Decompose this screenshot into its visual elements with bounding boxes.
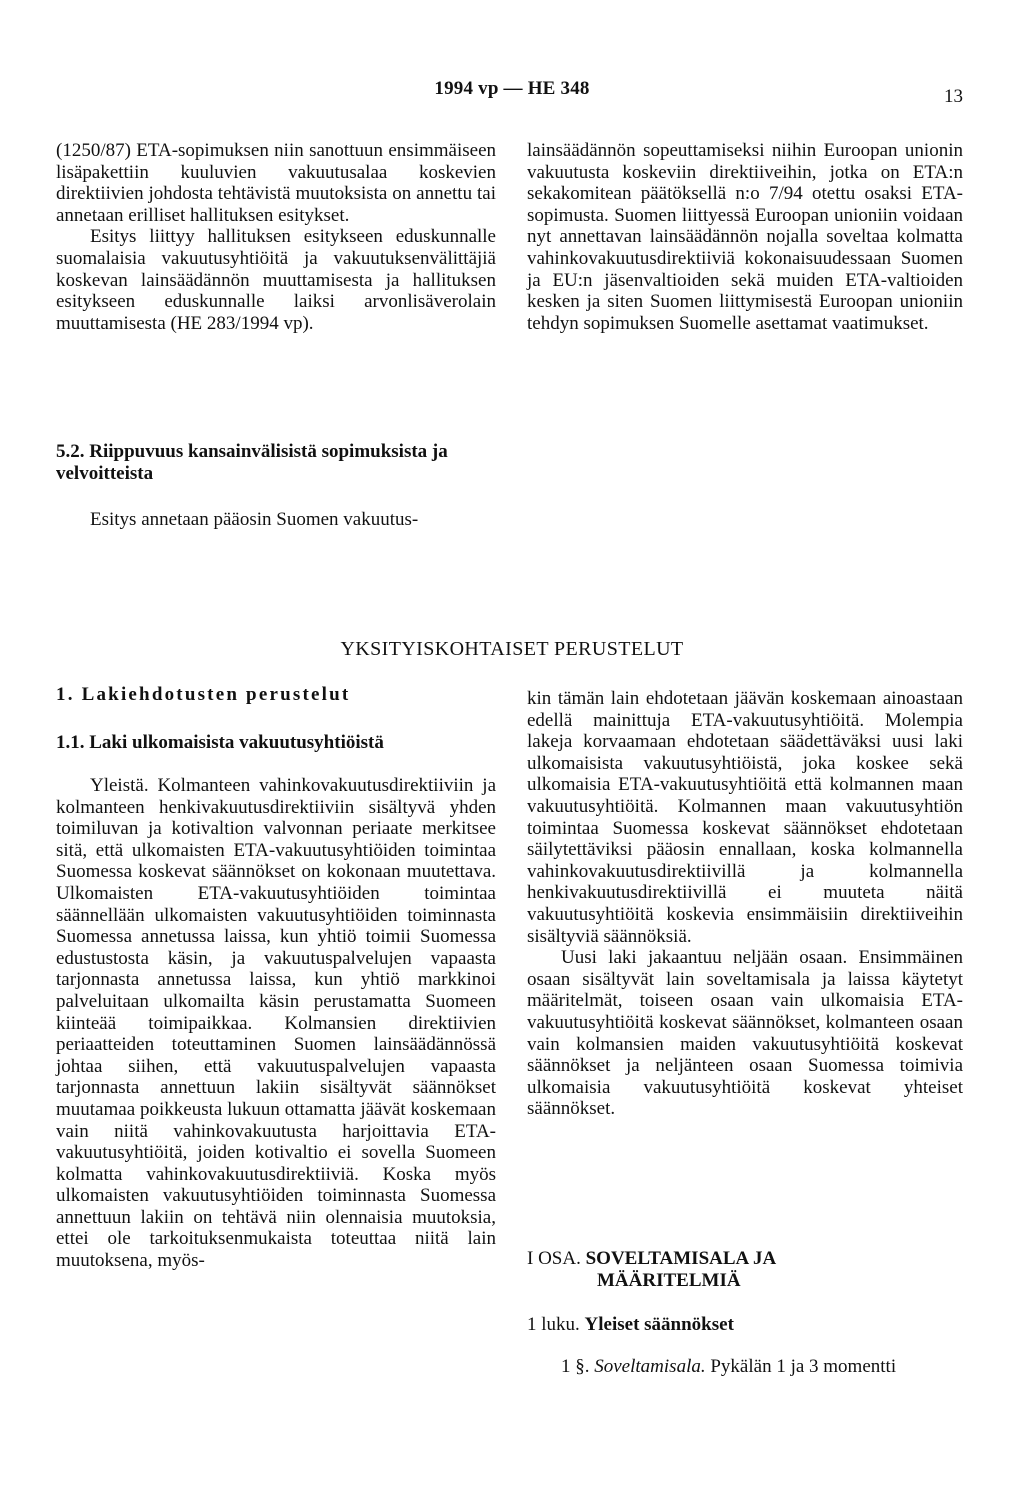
section-1-paragraph (527, 1356, 963, 1378)
section-5-2-body (56, 509, 496, 531)
law-proposals-heading: 1. Lakiehdotusten perustelut (56, 684, 351, 705)
paragraph-previous-proposals: (1250/87) ETA-sopimuksen niin sanottuun ensimmäiseen lisäpakettiin kuuluvien vakuutusalaa koskevien direktiivien johdosta tehtävistä muutoksista on annettu tai annetaan erilliset hallituksen esitykset. (56, 140, 496, 226)
chapter-label: 1 luku. (527, 1314, 580, 1335)
part-label: I OSA. (527, 1248, 581, 1269)
subsection-heading-1-1: 1.1. Laki ulkomaisista vakuutusyhtiöistä (56, 732, 384, 753)
running-header: 1994 vp — HE 348 (434, 78, 590, 99)
part-heading (527, 1248, 963, 1292)
main-heading: YKSITYISKOHTAISET PERUSTELUT (340, 638, 684, 660)
section-title: Riippuvuus kansainvälisistä sopimuksista ja velvoitteista (56, 441, 448, 484)
right-column-top (527, 140, 963, 334)
part-title-line2: MÄÄRITELMIÄ (597, 1270, 741, 1291)
paragraph-legislation-adaptation: lainsäädännön sopeuttamiseksi niihin Euroopan unionin vakuutusta koskeviin direktiiveihin, jotka on ETA:n sekakomitean päätöksellä n:o 7/94 otettu osaksi ETA-sopimusta. Suomen liittyessä Euroopan unioniin voidaan nyt annettavan lainsäädännön nojalla soveltaa kolmatta vahinkovakuutusdirektiiviä kokonaisuudessaan Suomen ja EU:n jäsenvaltioiden sekä muiden ETA-valtioiden kesken ja siten Suomen liittymisestä Euroopan unioniin tehdyn sopimuksen Suomelle asettamat vaatimukset. (527, 140, 963, 334)
paragraph-law-structure: Uusi laki jakaantuu neljään osaan. Ensimmäinen osaan sisältyvät lain soveltamisala ja laissa käytetyt määritelmät, toiseen osaan vain ulkomaisia ETA-vakuutusyhtiöitä koskevat säännökset, kolmanteen osaan vain kolmansien maiden vakuutusyhtiöitä koskevat säännökset ja neljänteen osaan Suomessa toimivia ulkomaisia vakuutusyhtiöitä koskevat yhteiset säännökset. (527, 947, 963, 1120)
paragraph-section-5-2: Esitys annetaan pääosin Suomen vakuutus- (90, 509, 419, 530)
paragraph-text: Pykälän 1 ja 3 momentti (710, 1356, 897, 1377)
paragraph-general: Yleistä. Kolmanteen vahinkovakuutusdirektiiviin ja kolmanteen henkivakuutusdirektiiviin sisältyvä yhden toimiluvan ja kotivaltion valvonnan periaate merkitsee sitä, että ulkomaisten ETA-vakuutusyhtiöiden toimintaa Suomessa koskevat säännökset on kokonaan muutettava. Ulkomaisten ETA-vakuutusyhtiöiden toimintaa säännellään ulkomaisten vakuutusyhtiöiden toiminnasta Suomessa annetussa laissa, kun yhtiö toimii Suomessa edustustosta käsin, ja vakuutuspalvelujen vapaasta tarjonnasta annetussa laissa, kun yhtiö markkinoi palveluitaan ulkomailta käsin perustamatta Suomeen kiinteää toimipaikkaa. Kolmansien direktiivien periaatteiden toteuttaminen Suomen lainsäädännössä johtaa siihen, että vakuutuspalvelujen vapaasta tarjonnasta annettuun lakiin sisältyvät säännökset muutamaa poikkeusta lukuun ottamatta jäävät koskemaan vain niitä vahinkovakuutusta harjoittavia ETA-vakuutusyhtiöitä, joiden kotivaltio ei sovella Suomeen kolmatta vahinkovakuutusdirektiiviä. Koska myös ulkomaisten vakuutusyhtiöiden toiminnasta Suomessa annettuun lakiin on tehtävä niin olennaisia muutoksia, ettei ole tarkoituksenmukaista toteuttaa niitä lain muutoksena, myös- (56, 775, 496, 1272)
chapter-title: Yleiset säännökset (584, 1314, 734, 1335)
left-column-top (56, 140, 496, 334)
paragraph-prefix: 1 §. (561, 1356, 590, 1377)
section-number: 5.2. (56, 441, 85, 462)
chapter-heading (527, 1314, 734, 1336)
page-number: 13 (944, 86, 963, 107)
part-title-line1: SOVELTAMISALA JA (585, 1248, 777, 1269)
paragraph-related-proposals: Esitys liittyy hallituksen esitykseen eduskunnalle suomalaisia vakuutusyhtiöitä ja vakuutuksenvälittäjiä koskevan lainsäädännön muuttamisesta ja hallituksen esitykseen eduskunnalle laiksi arvonlisäverolain muuttamisesta (HE 283/1994 vp). (56, 226, 496, 334)
right-column-bottom (527, 688, 963, 1120)
paragraph-title: Soveltamisala. (594, 1356, 706, 1377)
left-column-bottom (56, 775, 496, 1272)
section-heading-5-2 (56, 441, 506, 485)
paragraph-continuation: kin tämän lain ehdotetaan jäävän koskemaan ainoastaan edellä mainittuja ETA-vakuutusyhtiöitä. Molempia lakeja korvaamaan ehdotetaan säädettäväksi uusi laki ulkomaisista vakuutusyhtiöistä, joka koskee sekä ulkomaisia ETA-vakuutusyhtiöitä että kolmannen maan vakuutusyhtiöitä. Kolmannen maan vakuutusyhtiön toimintaa Suomessa koskevat säännökset ehdotetaan säilytettäviksi pääosin ennallaan, koska kolmannella vahinkovakuutusdirektiivillä ja kolmannella henkivakuutusdirektiivillä ei muuteta näitä vakuutusyhtiöitä koskevia ensimmäisiin direktiiveihin sisältyviä säännöksiä. (527, 688, 963, 947)
